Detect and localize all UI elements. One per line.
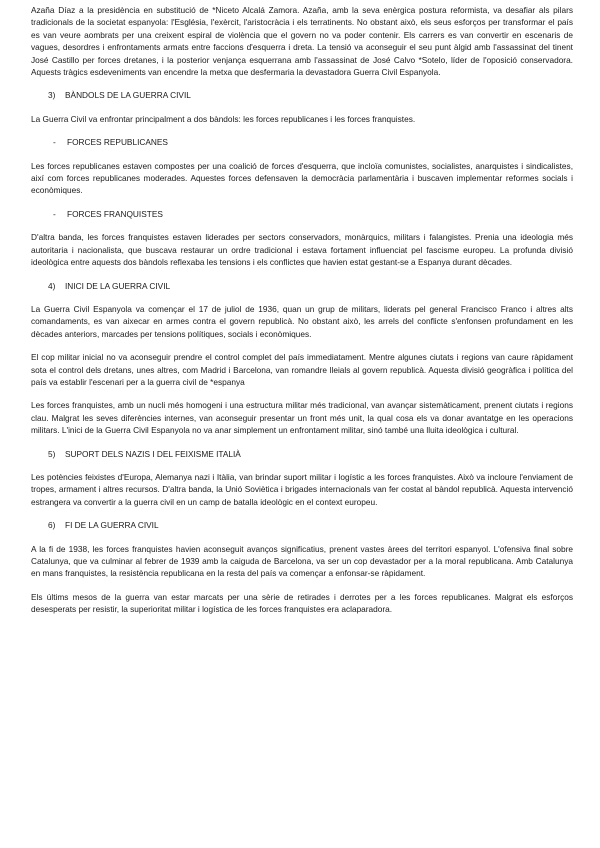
section-title: INICI DE LA GUERRA CIVIL — [65, 280, 171, 291]
section-title: SUPORT DELS NAZIS I DEL FEIXISME ITALIÀ — [65, 448, 241, 459]
paragraph-inici-3: Les forces franquistes, amb un nucli més homogeni i una estructura militar més tradicional, van avançar sistemàticament, prenent ciutats i regions clau. Malgrat les seves diferències internes, van aconseguir presentar un front més unit, la qual cosa els va donar avantatge en les operacions militars. L'inici de la Guerra Civil Espanyola no va anar simplement un enfrontament militar, sinó també una lluita ideològica i cultural. — [31, 400, 573, 436]
paragraph-franquistes: D'altra banda, les forces franquistes estaven liderades per sectors conservadors, monàrquics, militars i falangistes. Prenia una ideologia més autoritaria i nacionalista, que buscava restaurar un ordre tradicional i estava fortament influenciat pel fascisme europeu. La profunda divisió ideològica entre aquests dos bàndols reflexaba les tensions i els conflictes que havien estat gestant-se a Espanya durant dècades. — [31, 232, 573, 268]
dash-bullet: - — [53, 137, 56, 148]
section-title: BÀNDOLS DE LA GUERRA CIVIL — [65, 90, 191, 101]
section-heading-5 — [31, 448, 573, 460]
paragraph-bandols: La Guerra Civil va enfrontar principalment a dos bàndols: les forces republicanes i les forces franquistes. — [31, 113, 416, 124]
section-number: 5) — [48, 448, 56, 459]
subheading-title: FORCES REPUBLICANES — [67, 137, 168, 148]
paragraph-inici-1: La Guerra Civil Espanyola va començar el 17 de juliol de 1936, quan un grup de militars, liderats pel general Francisco Franco i altres alts comandaments, es van aixecar en armes contra el govern republicà. No obstant això, les arrels del conflicte s'enfonsen profundament en les dècades anteriors, marcades per tensions polítiques, socials i econòmiques. — [31, 303, 573, 339]
section-number: 3) — [48, 90, 56, 101]
paragraph-republicanes: Les forces republicanes estaven compostes per una coalició de forces d'esquerra, que incloïa comunistes, socialistes, anarquistes i sindicalistes, així com forces republicanes moderades. Aquestes forces defensaven la democràcia parlamentària i buscaven implementar reformes socials i econòmiques. — [31, 160, 573, 196]
document-page — [31, 0, 573, 616]
dash-bullet: - — [53, 208, 56, 219]
section-title: FI DE LA GUERRA CIVIL — [65, 520, 159, 531]
section-number: 4) — [48, 280, 56, 291]
paragraph-intro: Azaña Díaz a la presidència en substitució de *Niceto Alcalá Zamora. Azaña, amb la seva enèrgica postura reformista, va desafiar als pilars tradicionals de la societat espanyola: l'Església, l'exèrcit, l'aristocràcia i els terratinents. No obstant això, els seus esforços per transformar el país es van veure aombrats per una creixent espiral de violència que el govern no va poder contenir. Els carrers es van convertir en escenaris de vagues, desordres i enfrontaments armats entre faccions d'esquerra i dreta. La tensió va aconseguir el seu punt àlgid amb l'assassinat del tinent José Castillo per forces dretanes, i la posterior venjança esquerrana amb l'assassinat de José Calvo *Sotelo, líder de l'oposició conservadora. Aquests tràgics esdeveniments van encendre la metxa que desfermaria la devastadora Guerra Civil Espanyola. — [31, 5, 573, 78]
paragraph-fi-2: Els últims mesos de la guerra van estar marcats per una sèrie de retirades i derrotes per a les forces republicanes. Malgrat els esforços desesperats per resistir, la superioritat militar i logística de les forces franquistes era aclaparadora. — [31, 591, 573, 615]
paragraph-suport: Les potències feixistes d'Europa, Alemanya nazi i Itàlia, van brindar suport militar i logístic a les forces franquistes. Això va incloure l'enviament de tropes, armament i altres recursos. D'altra banda, la Unió Soviètica i brigades internacionals van fer costat al bàndol republicà. Aquesta intervenció estrangera va convertir a la guerra civil en un camp de batalla ideològic en el context europeu. — [31, 471, 573, 507]
section-number: 6) — [48, 520, 56, 531]
subheading-republicanes — [31, 136, 573, 148]
paragraph-inici-2: El cop militar inicial no va aconseguir prendre el control complet del país immediatament. Mentre algunes ciutats i regions van caure ràpidament sota el control dels dretans, unes altres, com Madrid i Barcelona, van romandre lleials al govern republicà. Aquesta divisió geogràfica i política del país va establir l'escenari per a la guerra civil de *espanya — [31, 352, 573, 387]
section-heading-4 — [31, 280, 573, 292]
subheading-franquistes — [31, 208, 573, 220]
section-heading-3 — [31, 89, 573, 101]
section-heading-6 — [31, 519, 573, 531]
subheading-title: FORCES FRANQUISTES — [67, 208, 163, 219]
paragraph-fi-1: A la fi de 1938, les forces franquistes havien aconseguit avanços significatius, prenent vastes àrees del territori espanyol. L'ofensiva final sobre Catalunya, que va culminar al febrer de 1939 amb la caiguda de Barcelona, va ser un cop devastador per a la moral republicana. Amb Catalunya en mans franquistes, la resistència republicana en la resta del país va començar a enfonsar-se ràpidament. — [31, 543, 573, 579]
